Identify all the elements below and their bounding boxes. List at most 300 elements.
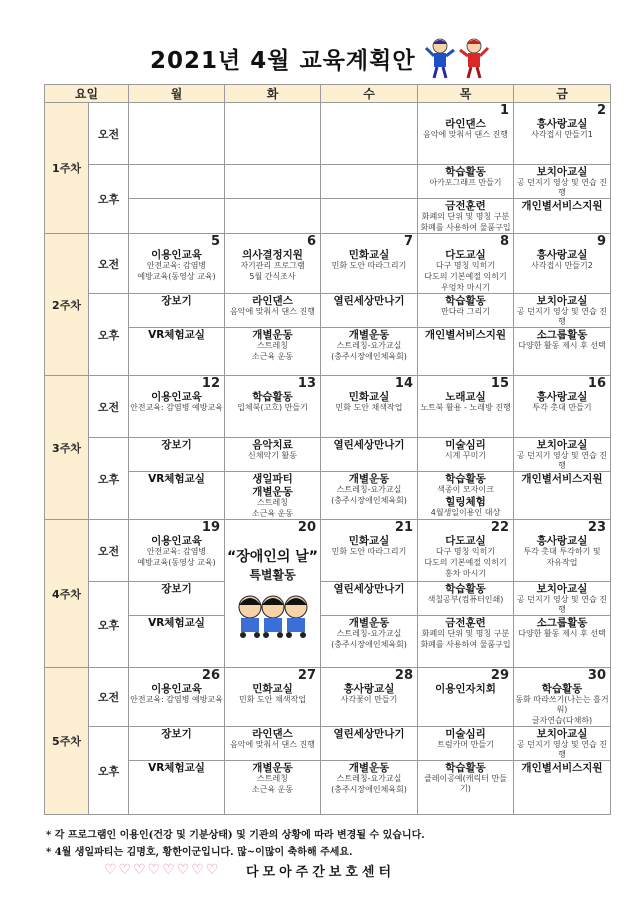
day-cell [129, 294, 225, 328]
activity [225, 438, 320, 461]
activity [321, 639, 417, 650]
activity-name: 민화교실 [348, 249, 390, 261]
day-cell-inner [418, 616, 513, 650]
activity-name: 흥사랑교실 [343, 683, 395, 695]
day-cell [129, 103, 225, 165]
day-number: 9 [596, 234, 606, 249]
day-number: 29 [490, 668, 509, 683]
activity [225, 294, 320, 317]
activity [514, 294, 610, 327]
day-cell [129, 520, 225, 582]
day-cell [514, 103, 611, 165]
activity [225, 472, 320, 485]
day-cell [418, 376, 514, 438]
day-number: 13 [297, 376, 316, 391]
activity-name: 열린세상만나기 [333, 728, 405, 740]
day-cell-inner [225, 520, 320, 639]
activity [321, 248, 417, 271]
activity-name: 이용인교육 [151, 535, 202, 547]
activity [129, 582, 224, 595]
session-pm: 오후 [89, 727, 129, 815]
day-cell [418, 103, 514, 165]
day-cell-inner [129, 234, 224, 282]
activity [321, 727, 417, 740]
day-cell [321, 234, 418, 294]
day-cell-inner [321, 438, 417, 451]
activity-name: 학습활동 [541, 683, 583, 695]
week-row [45, 234, 611, 294]
activity [514, 682, 610, 715]
day-cell [418, 668, 514, 727]
activity-desc: 입체북(고흐) 만들기 [237, 403, 308, 412]
activity [514, 199, 610, 212]
activity [225, 328, 320, 351]
day-cell [225, 438, 321, 472]
week-row [45, 103, 611, 165]
activity [514, 715, 610, 726]
day-cell-inner [129, 438, 224, 451]
activity-name: 노래교실 [445, 391, 486, 403]
activity-name: 생일파티 [252, 473, 293, 485]
week-row [45, 727, 611, 761]
activity [321, 534, 417, 557]
activity-desc: 안전교육: 감염병 예방교육 [130, 403, 223, 412]
day-cell-inner [225, 668, 320, 705]
activity-desc: 사각접시 만들기2 [531, 261, 593, 270]
activity [129, 390, 224, 413]
day-cell [129, 761, 225, 815]
day-cell [514, 328, 611, 376]
activity-name: 열린세상만나기 [333, 295, 405, 307]
activity [418, 282, 513, 293]
activity-desc: 스트레칭-요가교실 [336, 629, 402, 638]
day-number: 28 [394, 668, 413, 683]
activity [321, 328, 417, 351]
activity-name: 라인댄스 [445, 118, 486, 130]
day-cell-inner [418, 520, 513, 579]
activity-desc: 클레이공예(캐릭터 만들기) [424, 774, 507, 793]
day-cell-inner [514, 520, 610, 568]
header-row [45, 85, 611, 103]
day-number: 14 [394, 376, 413, 391]
day-number: 19 [201, 520, 220, 535]
day-cell-inner [321, 727, 417, 740]
day-cell [129, 199, 225, 234]
activity [418, 495, 513, 518]
day-cell [321, 103, 418, 165]
activity [129, 438, 224, 451]
day-cell [129, 328, 225, 376]
activity-desc: 만다라 그리기 [441, 307, 490, 316]
session-am: 오전 [89, 376, 129, 438]
activity [129, 294, 224, 307]
activity [418, 390, 513, 413]
day-cell-inner [225, 376, 320, 413]
activity-name: 이용인교육 [151, 683, 202, 695]
day-cell-inner [418, 103, 513, 140]
activity [321, 495, 417, 506]
activity-desc: 스트레칭-요가교실 [336, 485, 402, 494]
activity [225, 485, 320, 508]
session-am: 오전 [89, 234, 129, 294]
day-number: 23 [587, 520, 606, 535]
activity-desc: 안전교육: 감염병 [146, 547, 207, 556]
activity-name: 보치아교실 [536, 583, 588, 595]
day-cell [418, 727, 514, 761]
session-am: 오전 [89, 520, 129, 582]
session-pm: 오후 [89, 165, 129, 234]
activity-name: 이용인교육 [151, 391, 202, 403]
day-cell-inner [129, 582, 224, 595]
kids-illustration [418, 36, 498, 82]
day-cell [514, 165, 611, 199]
day-cell [129, 234, 225, 294]
day-cell-inner [321, 234, 417, 271]
day-cell [129, 438, 225, 472]
special-title: “장애인의 날” [227, 549, 318, 565]
day-cell-inner [321, 582, 417, 595]
day-cell [321, 165, 418, 199]
day-cell-inner [129, 294, 224, 307]
activity-desc: 소근육 운동 [251, 509, 294, 518]
day-cell [225, 199, 321, 234]
day-cell [225, 472, 321, 520]
day-cell-inner [514, 616, 610, 639]
session-am: 오전 [89, 103, 129, 165]
activity-name: 장보기 [161, 295, 192, 307]
activity-name: 보치아교실 [536, 439, 588, 451]
week-row [45, 165, 611, 199]
day-cell [418, 582, 514, 616]
day-cell-inner [225, 328, 320, 362]
activity-desc: 시계 꾸미기 [444, 451, 487, 460]
activity [129, 761, 224, 774]
schedule-table [44, 84, 611, 815]
activity [225, 784, 320, 795]
activity-desc: 다도의 기본예절 익히기 [424, 272, 507, 281]
disability-day-illustration [228, 589, 318, 639]
activity-desc: 노트북 활용 - 노래방 진행 [420, 403, 511, 412]
day-cell [321, 294, 418, 328]
day-cell [514, 761, 611, 815]
session-pm: 오후 [89, 438, 129, 520]
activity-name: 개별운동 [252, 329, 293, 341]
day-number: 7 [403, 234, 413, 249]
activity [418, 199, 513, 222]
activity-desc: 우엉차 마시기 [441, 283, 490, 292]
activity-name: 소그룹활동 [536, 617, 588, 629]
activity [514, 165, 610, 198]
activity-desc: 민화 도안 따라그리기 [331, 547, 407, 556]
header-day: 화 [225, 85, 321, 103]
activity [225, 271, 320, 282]
day-cell [225, 165, 321, 199]
day-cell [129, 376, 225, 438]
activity-name: 금전훈련 [445, 200, 486, 212]
activity [418, 568, 513, 579]
activity-name: 장보기 [161, 583, 192, 595]
activity-name: 개별운동 [252, 762, 293, 774]
activity-name: 라인댄스 [252, 295, 293, 307]
day-number: 5 [210, 234, 220, 249]
special-subtitle: 특별활동 [249, 568, 296, 582]
activity-desc: 스트레칭-요가교실 [336, 774, 402, 783]
activity [418, 557, 513, 568]
activity [418, 616, 513, 639]
activity-name: 민화교실 [252, 683, 293, 695]
day-cell-inner [514, 438, 610, 471]
day-cell [514, 294, 611, 328]
activity-name: 학습활동 [445, 295, 486, 307]
day-cell-inner [129, 376, 224, 413]
day-cell-inner [514, 582, 610, 615]
activity-name: 학습활동 [445, 166, 486, 178]
day-cell-inner [129, 520, 224, 568]
week-label: 5주차 [45, 668, 89, 815]
activity-desc: 화폐의 단위 및 명칭 구분 [421, 629, 510, 638]
activity-desc: 공 던지기 영상 및 연습 진행 [517, 740, 607, 759]
activity [514, 582, 610, 615]
day-cell-inner [514, 294, 610, 327]
activity [129, 727, 224, 740]
day-cell-inner [321, 520, 417, 557]
activity-name: 학습활동 [252, 391, 293, 403]
day-cell-inner [514, 103, 610, 140]
day-number: 1 [499, 103, 509, 118]
day-cell [418, 328, 514, 376]
day-number: 6 [306, 234, 316, 249]
activity [321, 472, 417, 495]
activity [321, 438, 417, 451]
activity [514, 727, 610, 760]
activity [514, 534, 610, 557]
activity-name: VR체험교실 [148, 617, 205, 629]
activity-desc: 공 던지기 영상 및 연습 진행 [517, 178, 607, 197]
day-cell-inner [321, 294, 417, 307]
page-title: 2021년 4월 교육계획안 [150, 48, 416, 74]
activity-name: 다도교실 [445, 249, 486, 261]
day-cell-inner [418, 582, 513, 605]
activity-name: VR체험교실 [148, 473, 205, 485]
session-pm: 오후 [89, 582, 129, 668]
day-cell [225, 761, 321, 815]
session-am: 오전 [89, 668, 129, 727]
activity-desc: 화폐를 사용하여 물품구입 [420, 223, 511, 232]
day-cell [418, 520, 514, 582]
day-cell-inner [321, 328, 417, 362]
day-cell [514, 376, 611, 438]
activity-desc: 스트레칭 [257, 341, 288, 350]
day-cell-inner [225, 234, 320, 282]
activity-desc: 다도의 기본예절 익히기 [424, 558, 507, 567]
note-2: * 4월 생일파티는 김명호, 황한이군입니다. 많~이많이 축하해 주세요. [46, 847, 353, 858]
activity-desc: 트럼카머 만들기 [437, 740, 494, 749]
activity-desc: (충주시장애인체육회) [331, 352, 407, 361]
activity-name: 이용인자치회 [435, 683, 496, 695]
activity-desc: 다구 명칭 익히기 [435, 547, 496, 556]
week-row [45, 199, 611, 234]
day-cell-inner [225, 294, 320, 317]
day-cell-inner [514, 761, 610, 774]
activity [321, 351, 417, 362]
activity-desc: 색칠공부(컴퓨터인쇄) [427, 595, 504, 604]
activity-desc: 민화 도안 따라그리기 [331, 261, 407, 270]
day-cell-inner [418, 761, 513, 794]
activity-name: 장보기 [161, 728, 192, 740]
day-cell [514, 234, 611, 294]
activity-desc: 화폐의 단위 및 명칭 구분 [421, 212, 510, 221]
day-cell-inner [321, 668, 417, 705]
activity [418, 727, 513, 750]
activity [514, 557, 610, 568]
day-cell-inner [321, 472, 417, 506]
day-cell [514, 582, 611, 616]
day-cell-inner [418, 294, 513, 317]
activity [418, 682, 513, 695]
day-cell [514, 668, 611, 727]
activity [514, 390, 610, 413]
day-cell [321, 727, 418, 761]
day-cell-inner [129, 668, 224, 705]
day-cell-inner [225, 438, 320, 461]
activity-desc: 화폐를 사용하여 물품구입 [420, 640, 511, 649]
week-row [45, 328, 611, 376]
day-cell [129, 668, 225, 727]
day-cell [418, 234, 514, 294]
activity [514, 248, 610, 271]
activity [418, 271, 513, 282]
activity-name: 이용인교육 [151, 249, 202, 261]
day-cell-inner [418, 328, 513, 341]
center-name: 다모아주간보호센터 [246, 865, 396, 880]
activity-name: 개별운동 [348, 329, 390, 341]
activity [418, 761, 513, 794]
day-cell [225, 376, 321, 438]
activity [418, 222, 513, 233]
day-cell-inner [129, 616, 224, 629]
day-number: 26 [201, 668, 220, 683]
day-number: 8 [499, 234, 509, 249]
activity-name: 학습활동 [445, 583, 486, 595]
day-cell-inner [129, 472, 224, 485]
activity [129, 328, 224, 341]
activity-name: 개별운동 [252, 486, 293, 498]
activity-desc: 5월 간식조사 [249, 272, 296, 281]
day-cell [321, 668, 418, 727]
day-cell [418, 199, 514, 234]
week-row [45, 761, 611, 815]
activity-name: 흥사랑교실 [536, 249, 588, 261]
activity-name: 민화교실 [348, 391, 390, 403]
activity [129, 682, 224, 705]
day-number: 15 [490, 376, 509, 391]
activity-name: 학습활동 [445, 473, 486, 485]
day-cell-inner [514, 234, 610, 271]
day-cell-inner [418, 727, 513, 750]
activity-name: 힐링체험 [445, 496, 486, 508]
activity-desc: 자기관리 프로그램 [240, 261, 305, 270]
activity-desc: 민화 도안 채색작업 [239, 695, 306, 704]
activity [418, 294, 513, 317]
week-row [45, 520, 611, 582]
activity-desc: 신체악기 활동 [248, 451, 297, 460]
activity-name: 장보기 [161, 439, 192, 451]
day-cell-inner [418, 199, 513, 233]
activity-desc: 투각 촛대 투각하기 및 [523, 547, 601, 556]
week-row [45, 376, 611, 438]
day-cell-inner [418, 438, 513, 461]
activity [514, 117, 610, 140]
header-label: 요일 [45, 85, 129, 103]
header-day: 수 [321, 85, 418, 103]
day-cell [225, 294, 321, 328]
activity [514, 328, 610, 351]
day-cell-inner [418, 668, 513, 695]
day-cell-inner [129, 727, 224, 740]
activity-name: 개인별서비스지원 [521, 762, 603, 774]
activity-name: 개별운동 [348, 473, 390, 485]
day-cell [321, 438, 418, 472]
activity-desc: 안전교육: 감염병 예방교육 [130, 695, 223, 704]
activity-name: 금전훈련 [445, 617, 486, 629]
activity-name: 보치아교실 [536, 295, 588, 307]
activity [514, 438, 610, 471]
activity-desc: 다양한 활동 제시 후 선택 [518, 341, 606, 350]
day-cell-inner [514, 376, 610, 413]
activity-name: 개별운동 [348, 762, 390, 774]
day-cell-inner [321, 376, 417, 413]
day-cell-inner [418, 234, 513, 293]
activity [321, 616, 417, 639]
activity-name: 의사결정지원 [242, 249, 303, 261]
day-cell-inner [129, 328, 224, 341]
activity-desc: 음악에 맞춰서 댄스 진행 [423, 130, 508, 139]
note-1: * 각 프로그램인 이용인(건강 및 기분상태) 및 기관의 상황에 따라 변경될 수 있습니다. [46, 830, 425, 841]
activity-desc: 사각꽃이 만들기 [340, 695, 398, 704]
day-cell [321, 761, 418, 815]
day-cell [321, 376, 418, 438]
day-cell [321, 582, 418, 616]
activity-name: 음악치료 [252, 439, 293, 451]
day-cell [129, 616, 225, 668]
day-cell-inner [225, 727, 320, 750]
activity [514, 761, 610, 774]
day-cell [225, 103, 321, 165]
day-cell [129, 165, 225, 199]
day-number: 20 [297, 520, 316, 535]
activity [321, 294, 417, 307]
activity-name: 열린세상만나기 [333, 583, 405, 595]
week-row [45, 582, 611, 616]
activity-name: 보치아교실 [536, 728, 588, 740]
week-label: 4주차 [45, 520, 89, 668]
day-cell-inner [514, 668, 610, 726]
day-number: 16 [587, 376, 606, 391]
day-cell [321, 199, 418, 234]
activity-name: 흥사랑교실 [536, 535, 588, 547]
activity-name: 개인별서비스지원 [424, 329, 507, 341]
activity-desc: 음악에 맞춰서 댄스 진행 [230, 740, 315, 749]
activity [321, 682, 417, 705]
activity-desc: 예방교육(동영상 교육) [137, 558, 216, 567]
day-cell-inner [418, 472, 513, 518]
week-row [45, 438, 611, 472]
activity-desc: 홍차 마시기 [444, 569, 487, 578]
activity [418, 472, 513, 495]
day-cell-inner [418, 376, 513, 413]
activity [418, 534, 513, 557]
activity-name: 소그룹활동 [536, 329, 588, 341]
